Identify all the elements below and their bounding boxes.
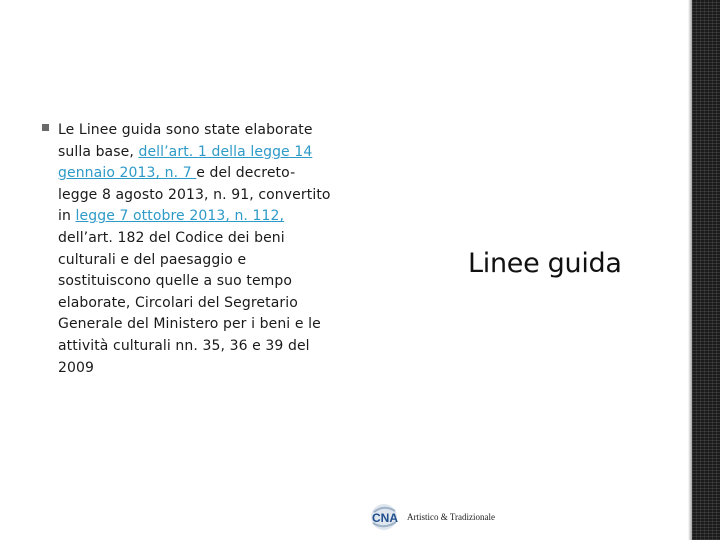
footer-text: Artistico & Tradizionale <box>407 512 495 522</box>
slide-title: Linee guida <box>468 248 622 279</box>
law-link-1[interactable]: dell’art. 1 della legge 14 gennaio 2013, n. 7 <box>58 143 313 182</box>
bullet-text-part-2: e del decreto-legge 8 agosto 2013, n. 91, convertito in <box>58 165 331 225</box>
law-link-2[interactable]: legge 7 ottobre 2013, n. 112, <box>75 208 285 225</box>
bullet-paragraph <box>58 120 332 379</box>
bullet-text-part-1: Le Linee guida sono state elaborate sulla base, <box>58 122 313 160</box>
bullet-text-part-3: dell’art. 182 del Codice dei beni culturali e del paesaggio e sostituiscono quelle a suo tempo elaborate, Circolari del Segretario Generale del Ministero per i beni e le attività culturali nn. 35, 36 e 39 del 2009 <box>58 229 321 376</box>
bullet-block <box>42 120 332 379</box>
right-decorative-border <box>692 0 720 540</box>
bullet-marker <box>42 124 49 131</box>
cna-logo-text: CNA <box>372 511 398 525</box>
cna-logo <box>368 502 404 532</box>
footer <box>368 502 495 532</box>
